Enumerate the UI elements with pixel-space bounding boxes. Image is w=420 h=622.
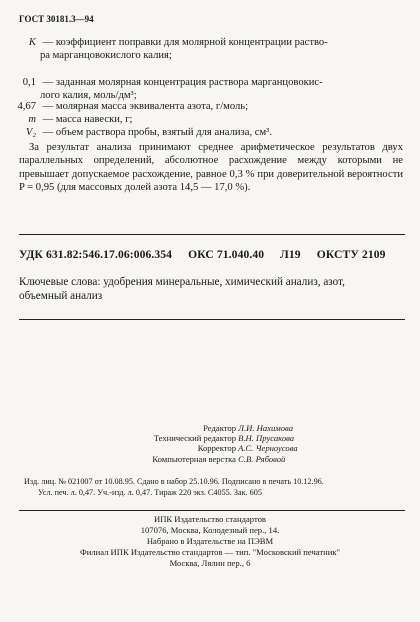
definition-v2 <box>0 126 272 139</box>
definition-k <box>0 36 328 62</box>
okstu-code: ОКСТУ 2109 <box>316 248 386 261</box>
credit-role: Компьютерная верстка <box>152 453 236 464</box>
keywords-line: Ключевые слова: удобрения минеральные, химический анализ, азот, <box>19 276 345 288</box>
udk-line <box>19 248 386 261</box>
divider <box>19 510 405 511</box>
credit-name: А.С. Черноусова <box>238 443 298 454</box>
result-paragraph: За результат анализа принимают среднее арифметическое результатов двух параллельных определений, абсолютное расхождение между которыми не превышает допускаемое расхождение, равное 0,3 % при доверительной вероятности P = 0,95 (для массовых долей азота 14,5 — 17,0 %). <box>19 142 403 193</box>
imprint-line: Усл. печ. л. 0,47. Уч.-изд. л. 0,47. Тираж 220 экз. С4055. Зак. 605 <box>38 487 262 497</box>
credits <box>0 423 298 464</box>
definition-symbol: 4,67 <box>17 101 36 112</box>
credit-role: Технический редактор <box>153 433 236 444</box>
publisher-line: 107076, Москва, Колодезный пер., 14. <box>140 525 280 535</box>
oks-code: ОКС 71.040.40 <box>188 248 265 261</box>
definition-text: — коэффициент поправки для молярной концентрации раство- <box>40 37 328 48</box>
definition-text: — молярная масса эквивалента азота, г/моль; <box>40 101 249 112</box>
udk-code: УДК 631.82:546.17.06:006.354 <box>19 248 173 261</box>
keywords-line: объемный анализ <box>19 290 103 302</box>
standard-header: ГОСТ 30181.3—94 <box>19 14 94 24</box>
definition-01 <box>0 76 323 102</box>
credit-role: Редактор <box>203 423 236 433</box>
imprint-line: Изд. лиц. № 021007 от 10.08.95. Сдано в набор 25.10.96. Подписано в печать 10.12.96. <box>24 477 324 486</box>
definition-symbol: K <box>28 37 36 48</box>
credit-role: Корректор <box>197 443 236 454</box>
definition-text: — масса навески, г; <box>40 114 133 125</box>
divider <box>19 234 405 235</box>
definition-467 <box>0 100 248 113</box>
definition-text-cont: лого калия, моль/дм³; <box>40 90 137 101</box>
publisher-line: ИПК Издательство стандартов <box>154 514 266 524</box>
publisher-block <box>0 514 420 569</box>
definition-m <box>0 113 133 126</box>
imprint <box>24 477 324 499</box>
definition-text: — заданная молярная концентрация раствора марганцовокис- <box>40 77 323 88</box>
definition-symbol: m <box>28 114 36 125</box>
publisher-line: Филиал ИПК Издательство стандартов — тип. "Московский печатник" <box>79 547 341 557</box>
definition-symbol: V₂ <box>25 127 36 138</box>
definition-text-cont: ра марганцовокислого калия; <box>40 50 172 61</box>
divider <box>19 319 405 320</box>
keywords <box>19 275 345 303</box>
publisher-line: Набрано в Издательстве на ПЭВМ <box>146 536 274 546</box>
definition-text: — объем раствора пробы, взятый для анализа, см³. <box>40 127 272 138</box>
publisher-line: Москва, Лялин пер., 6 <box>169 558 251 568</box>
definition-symbol: 0,1 <box>22 77 36 88</box>
credit-name: Л.И. Нахимова <box>238 423 293 433</box>
credit-name: В.Н. Прусакова <box>238 433 295 444</box>
l-code: Л19 <box>280 248 301 261</box>
credit-name: С.В. Рябовой <box>238 453 286 464</box>
